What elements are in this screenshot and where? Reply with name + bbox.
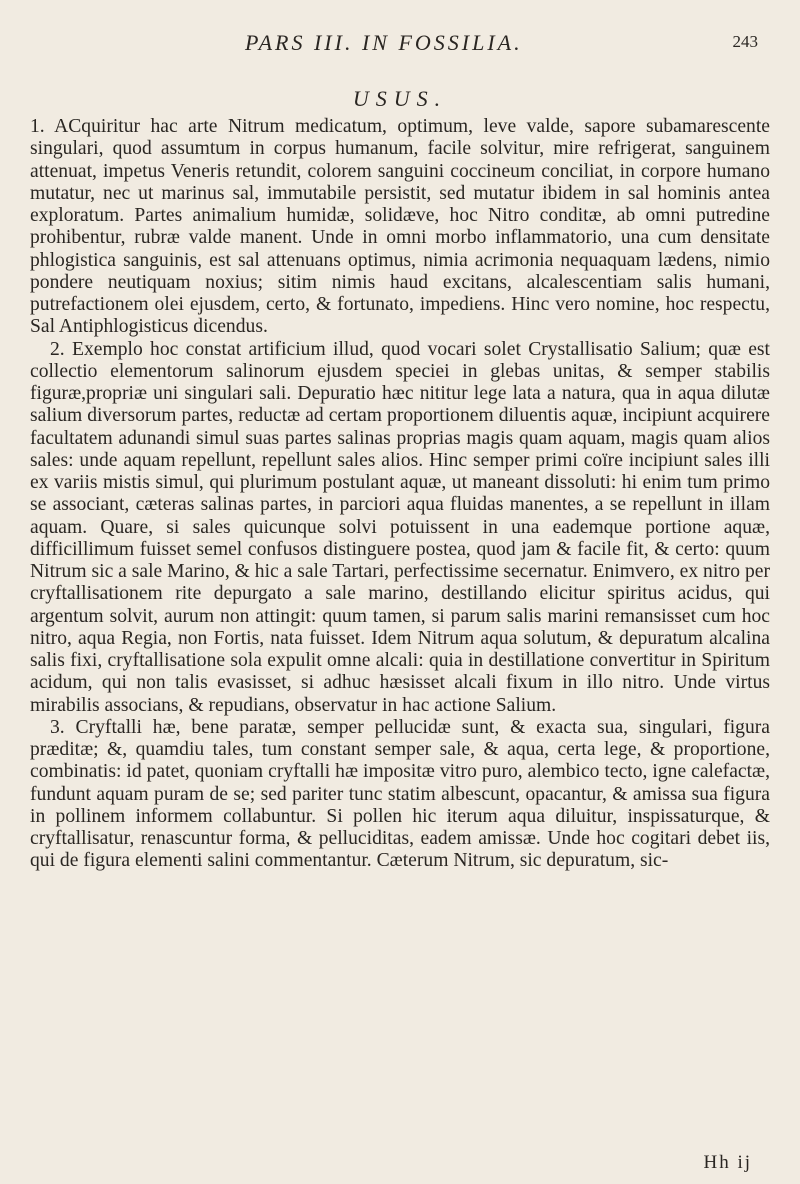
paragraph-3: 3. Cryftalli hæ, bene paratæ, semper pellucidæ sunt, & exacta sua, singulari, figura præditæ; &, quamdiu tales, tum constant semper sale, & aqua, certa lege, & proportione, combinatis: id patet, quoniam cryftalli hæ impositæ vitro puro, alembico tecto, igne calefactæ, fundunt aquam puram de se; sed pariter tunc statim albescunt, opacantur, & amissa sua figura in pollinem informem collabuntur. Si pollen hic iterum aqua diluitur, inspissaturque, & cryftallisatur, renascuntur forma, & pelluciditas, eadem amissæ. Unde hoc cogitari debet iis, qui de figura elementi salini commentantur. Cæterum Nitrum, sic depuratum, sic- [30, 716, 770, 872]
running-head-title: PARS III. IN FOSSILIA. [245, 30, 523, 55]
paragraph-2: 2. Exemplo hoc constat artificium illud, quod vocari solet Crystallisatio Salium; quæ est collectio elementorum salinorum ejusdem speciei in glebas unitas, & semper stabilis figuræ,propriæ uni singulari sali. Depuratio hæc nititur lege lata a natura, qua in aqua dilutæ salium diversorum partes, reductæ ad certam proportionem diluentis aquæ, incipiunt acquirere facultatem adunandi simul suas partes salinas proprias magis quam aquam, magis quam alios sales: unde aquam repellunt, repellunt sales alios. Hinc semper primi coïre incipiunt sales illi ex variis mistis simul, qui plurimum postulant aquæ, ut maneant dissoluti: hi enim tum primo se associant, cæteras salinas partes, in parciori aqua fluidas manentes, a se repellunt in illam aquam. Quare, si sales quicunque solvi potuissent in una eademque portione aquæ, difficillimum fuisset semel confusos distinguere postea, quod jam & facile fit, & certo: quum Nitrum sic a sale Marino, & hic a sale Tartari, perfectissime secernatur. Enimvero, ex nitro per cryftallisationem rite depurgato a sale marino, destillando elicitur spiritus acidus, qui argentum solvit, aurum non attingit: quum tamen, si parum salis marini remansisset cum hoc nitro, aqua Regia, non Fortis, nata fuisset. Idem Nitrum aqua solutum, & depuratum alcalina salis fixi, cryftallisatione sola expulit omne alcali: quia in destillatione convertitur in Spiritum acidum, qui non talis evasisset, si adhuc hæsisset alcali fixum in illo nitro. Unde virtus mirabilis associans, & repudians, observatur in hac actione Salium. [30, 338, 770, 716]
body-text [30, 116, 770, 873]
page-number: 243 [732, 32, 758, 51]
running-head [0, 28, 800, 68]
section-title: USUS. [352, 86, 448, 111]
paragraph-1: 1. ACquiritur hac arte Nitrum medicatum, optimum, leve valde, sapore subamarescente singulari, quod assumtum in corpus humanum, facile solvitur, mire refrigerat, sanguinem attenuat, impetus Veneris retundit, colorem sanguini coccineum conciliat, in corpore humano mutatur, nec ut marinus sal, immutabile persistit, sed mutatur ibidem in sal hominis antea exploratum. Partes animalium humidæ, solidæve, hoc Nitro conditæ, ab omni putredine prohibentur, rubræ valde manent. Unde in omni morbo inflammatorio, una cum densitate phlogistica sanguinis, est sal attenuans optimus, nimia acrimonia nequaquam lædens, nimio pondere neutiquam noxius; sitim nimis haud excitans, alcalescentiam salis humani, putrefactionem olei ejusdem, certo, & fortunato, impediens. Hinc vero nomine, hoc respectu, Sal Antiphlogisticus dicendus. [30, 116, 770, 338]
printer-signature: Hh ij [703, 1152, 752, 1173]
